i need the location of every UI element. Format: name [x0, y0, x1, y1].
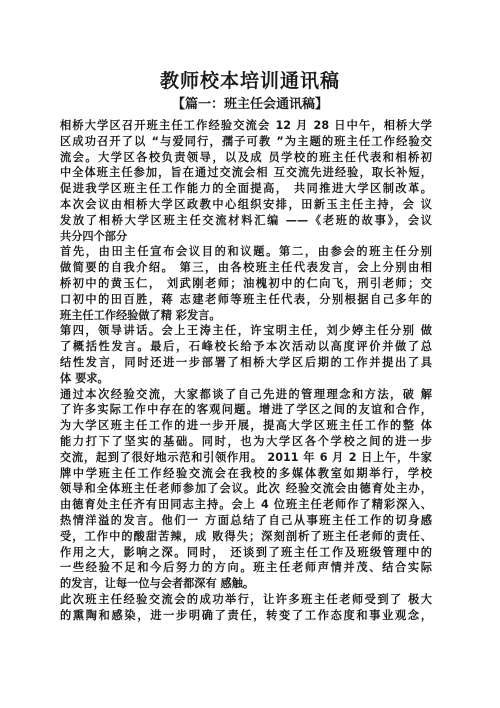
text-line: 此次班主任经验交流会的成功举行，让许多班主任老师受到了 极大 [60, 592, 432, 606]
text-line: 通过本次经验交流，大家都谈了自己先进的管理理念和方法，破 解 [60, 387, 432, 401]
text-line: 口初中的田百胜，蒋 志建老师等班主任代表，分别根据自己多年的 [60, 292, 432, 306]
text-line: 了许多实际工作中存在的客观问题。增进了学区之间的友谊和合作， [60, 403, 432, 417]
text-line: 了概括性发言。最后，石峰校长给予本次活动以高度评价并做了总 [60, 340, 432, 354]
text-line: 本次会议由相桥大学区政教中心组织安排，田新玉主任主持，会 议 [60, 197, 432, 211]
text-line: 能力打下了坚实的基础。同时，也为大学区各个学校之间的进一步 [60, 434, 432, 448]
text-line: 流会。大学区各校负责领导，以及成 员学校的班主任代表和相桥初 [60, 150, 432, 164]
section-heading: 【篇一：班主任会通讯稿】 [171, 97, 328, 112]
text-line: 由德育处主任齐有田同志主持。会上 4 位班主任老师作了精彩深入、 [60, 498, 432, 512]
article-body [60, 118, 432, 624]
text-line: 牌中学班主任工作经验交流会在我校的多媒体教室如期举行，学校 [60, 466, 432, 480]
text-line: 受，工作中的酸甜苦辣，成 败得失；深刻剖析了班主任老师的责任、 [60, 529, 432, 543]
text-line: 结性发言，同时还进一步部署了相桥大学区后期的工作并提出了具 [60, 355, 432, 369]
text-line: 桥初中的黄玉仁， 刘武刚老师；油槐初中的仁向飞，刑引老师；交 [60, 276, 432, 290]
text-line: 区成功召开了以 “与爱同行，孺子可教 ”为主题的班主任工作经验交 [60, 134, 432, 148]
page-title: 教师校本培训通讯稿 [159, 70, 340, 92]
text-line: 为大学区班主任工作的进一步开展，提高大学区班主任工作的整 体 [60, 419, 432, 433]
text-line: 相桥大学区召开班主任工作经验交流会 12 月 28 日中午，相桥大学 [60, 119, 432, 132]
text-line: 作用之大，影响之深。同时， 还谈到了班主任工作及班级管理中的 [60, 545, 432, 559]
text-line: 第四，领导讲话。会上王涛主任，许宝明主任，刘少婷主任分别 做 [60, 324, 432, 338]
text-line: 领导和全体班主任老师参加了会议。此次 经验交流会由德育处主办， [60, 482, 432, 496]
text-line: 交流，起到了很好地示范和引领作用。 2011 年 6 月 2 日上午，牛家 [60, 450, 432, 464]
text-line: 首先，由田主任宣布会议目的和议题。第二，由参会的班主任分别 [60, 245, 432, 259]
text-line: 做简要的自我介绍。 第三，由各校班主任代表发言，会上分别由相 [60, 261, 432, 275]
text-line: 中全体班主任参加，旨在通过交流会相 互交流先进经验，取长补短， [60, 166, 432, 180]
text-line: 共分四个部分 [60, 229, 128, 243]
text-line: 热情洋溢的发言。他们一 方面总结了自己从事班主任工作的切身感 [60, 513, 432, 527]
text-line: 体 要求。 [60, 371, 109, 385]
text-line: 一些经验不足和今后努力的方向。班主任老师声情并茂、结合实际 [60, 561, 432, 575]
text-line: 的发言，让每一位与会者都深有 感触。 [60, 577, 255, 591]
text-line: 班主任工作经验做了精 彩发言。 [60, 308, 221, 322]
text-line: 发放了相桥大学区班主任交流材料汇编 ——《老班的故事》，会议 [60, 213, 432, 227]
text-line: 的熏陶和感染，进一步明确了责任，转变了工作态度和事业观念， [60, 608, 432, 622]
text-line: 促进我学区班主任工作能力的全面提高， 共同推进大学区制改革。 [60, 182, 432, 196]
